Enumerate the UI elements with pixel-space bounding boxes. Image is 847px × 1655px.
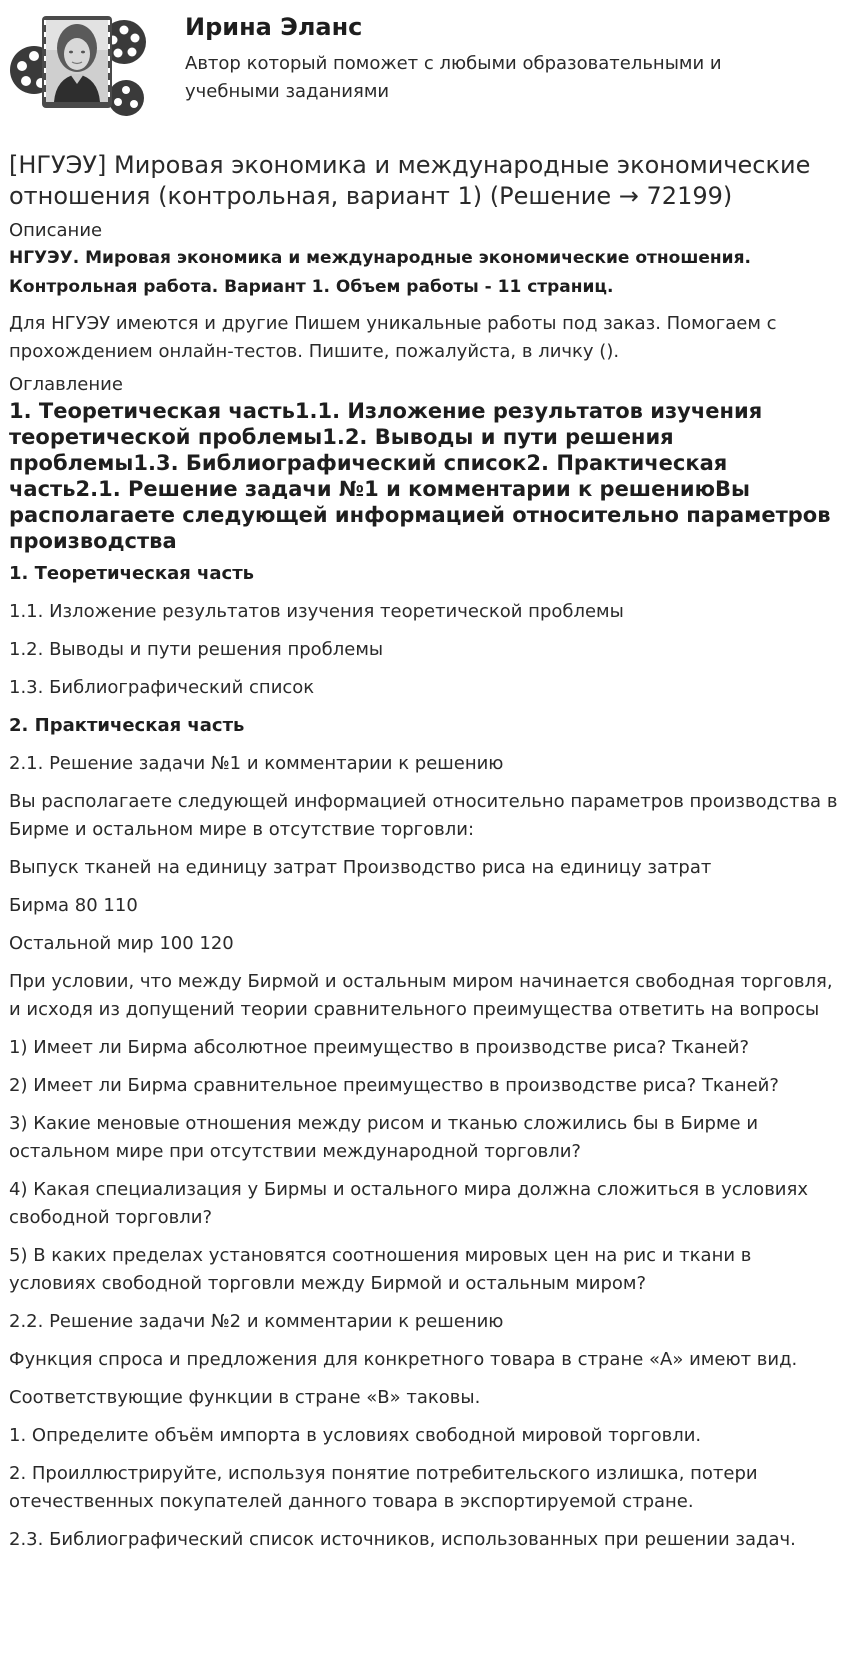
toc-item: 2.2. Решение задачи №2 и комментарии к решению: [9, 1311, 504, 1332]
toc-item: 2.1. Решение задачи №1 и комментарии к решению: [9, 753, 504, 774]
toc-item: Вы располагаете следующей информацией относительно параметров производства в Бирме и остальном мире в отсутствие торговли:: [9, 791, 838, 840]
toc-item: 3) Какие меновые отношения между рисом и тканью сложились бы в Бирме и остальном мире при отсутствии международной торговли?: [9, 1113, 759, 1162]
document-title: [НГУЭУ] Мировая экономика и международные экономические отношения (контрольная, вариант 1) (Решение → 72199): [9, 151, 811, 210]
toc-list: [9, 560, 838, 1554]
author-name[interactable]: Ирина Эланс: [185, 13, 363, 41]
author-photo-icon[interactable]: [8, 8, 148, 126]
toc-item: Бирма 80 110: [9, 895, 138, 916]
toc-item: 1.1. Изложение результатов изучения теоретической проблемы: [9, 601, 624, 622]
description-label: Описание: [9, 220, 103, 241]
toc-item: 1) Имеет ли Бирма абсолютное преимущество в производстве риса? Тканей?: [9, 1037, 750, 1058]
toc-item: Функция спроса и предложения для конкретного товара в стране «А» имеют вид.: [9, 1349, 798, 1370]
toc-item: Соответствующие функции в стране «В» таковы.: [9, 1387, 481, 1408]
toc-item: 1. Определите объём импорта в условиях свободной мировой торговли.: [9, 1425, 702, 1446]
toc-item: Остальной мир 100 120: [9, 933, 234, 954]
toc-item: 2) Имеет ли Бирма сравнительное преимущество в производстве риса? Тканей?: [9, 1075, 779, 1096]
author-header: [0, 0, 847, 132]
author-description: Автор который поможет с любыми образовательными и учебными заданиями: [185, 53, 722, 102]
toc-item: 4) Какая специализация у Бирмы и остального мира должна сложиться в условиях свободной торговли?: [9, 1179, 808, 1228]
toc-item: 1.3. Библиографический список: [9, 677, 315, 698]
toc-label: Оглавление: [9, 374, 123, 395]
toc-item: 2.3. Библиографический список источников, использованных при решении задач.: [9, 1529, 796, 1550]
description-text: Для НГУЭУ имеются и другие Пишем уникальные работы под заказ. Помогаем с прохождением онлайн-тестов. Пишите, пожалуйста, в личку ().: [9, 313, 777, 362]
toc-item: При условии, что между Бирмой и остальным миром начинается свободная торговля, и исходя из допущений теории сравнительного преимущества ответить на вопросы: [9, 971, 833, 1020]
toc-item: 1. Теоретическая часть: [9, 563, 255, 584]
description-summary: НГУЭУ. Мировая экономика и международные экономические отношения. Контрольная работа. Вариант 1. Объем работы - 11 страниц.: [9, 248, 751, 297]
toc-item: 2. Проиллюстрируйте, используя понятие потребительского излишка, потери отечественных покупателей данного товара в экспортируемой стране.: [9, 1463, 758, 1512]
toc-item: 5) В каких пределах установятся соотношения мировых цен на рис и ткани в условиях свободной торговли между Бирмой и остальным миром?: [9, 1245, 752, 1294]
toc-heading: 1. Теоретическая часть1.1. Изложение результатов изучения теоретической проблемы1.2. Выводы и пути решения проблемы1.3. Библиографический список2. Практическая часть2.1. Решение задачи №1 и комментарии к решениюВы располагаете следующей информацией относительно параметров производства: [9, 399, 831, 553]
toc-item: Выпуск тканей на единицу затрат Производство риса на единицу затрат: [9, 857, 712, 878]
toc-item: 1.2. Выводы и пути решения проблемы: [9, 639, 384, 660]
document-content: [0, 150, 847, 1554]
toc-item: 2. Практическая часть: [9, 715, 245, 736]
